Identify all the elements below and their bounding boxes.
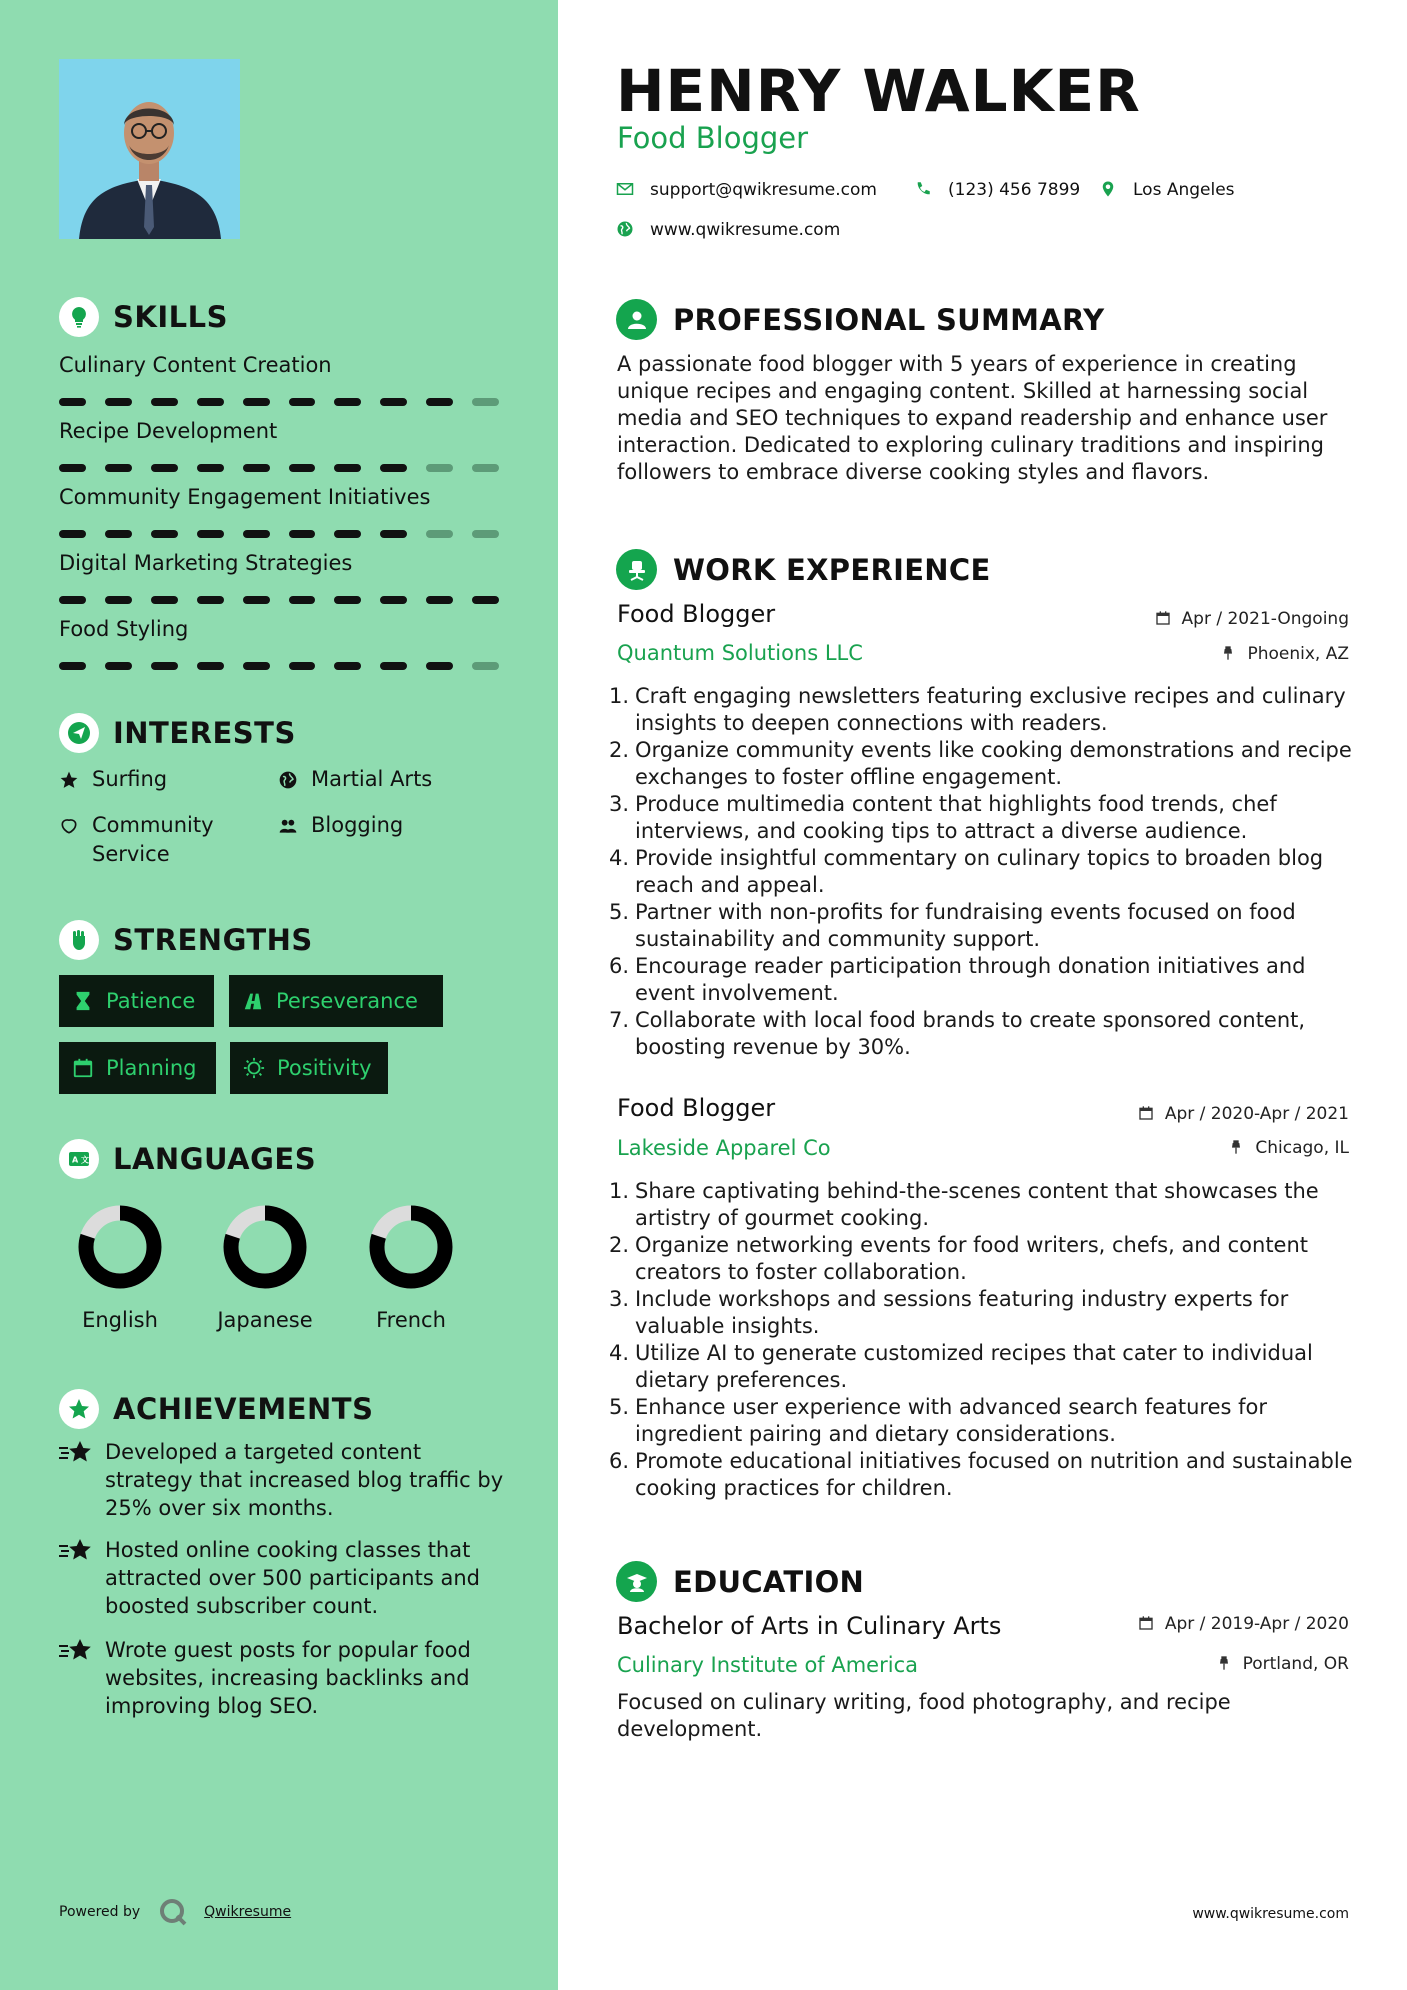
globe-icon <box>278 765 302 794</box>
list-number: 5. <box>609 1395 630 1419</box>
skill-level-dash <box>197 662 224 670</box>
skill-level-dash <box>197 596 224 604</box>
skill-name: Digital Marketing Strategies <box>59 551 353 575</box>
responsibility-text: Utilize AI to generate customized recipes that cater to individual dietary preferences. <box>635 1341 1313 1392</box>
star-icon <box>59 765 83 794</box>
responsibility-text: Encourage reader participation through donation initiatives and event involvement. <box>635 954 1306 1005</box>
skill-level-dash <box>426 464 453 472</box>
list-number: 3. <box>609 1287 630 1311</box>
strength-badge-patience: Patience <box>59 975 214 1027</box>
responsibility-text: Craft engaging newsletters featuring exclusive recipes and culinary insights to deepen connections with readers. <box>635 684 1346 735</box>
achievements-heading: ACHIEVEMENTS <box>59 1389 373 1429</box>
strength-badge-positivity: Positivity <box>230 1042 388 1094</box>
skill-level-dash <box>289 530 316 538</box>
hikers-icon <box>242 990 264 1012</box>
job-dates: Apr / 2021-Ongoing <box>1155 609 1349 629</box>
interest-item-martial-arts: Martial Arts <box>278 765 432 794</box>
list-number: 2. <box>609 738 630 762</box>
calendar-icon <box>1138 1615 1156 1633</box>
skill-level-dash <box>151 662 178 670</box>
skill-level-dash <box>334 662 361 670</box>
skill-level-dash <box>151 398 178 406</box>
education-location: Portland, OR <box>1216 1654 1349 1674</box>
summary-heading: PROFESSIONAL SUMMARY <box>616 299 1104 340</box>
skill-level-meter <box>59 398 499 406</box>
skill-item <box>59 482 499 538</box>
interests-heading: INTERESTS <box>59 713 296 753</box>
svg-text:A 文: A 文 <box>72 1155 89 1165</box>
responsibility-item <box>609 1178 1354 1232</box>
responsibility-text: Include workshops and sessions featuring industry experts for valuable insights. <box>635 1287 1289 1338</box>
skill-level-dash <box>426 596 453 604</box>
skill-level-dash <box>289 398 316 406</box>
speed-star-icon <box>59 1638 92 1664</box>
skill-level-dash <box>426 398 453 406</box>
sidebar <box>0 0 558 1990</box>
job-responsibilities <box>609 683 1354 1061</box>
skill-level-dash <box>426 662 453 670</box>
responsibility-text: Provide insightful commentary on culinary topics to broaden blog reach and appeal. <box>635 846 1324 897</box>
skill-level-dash <box>243 398 270 406</box>
skill-level-dash <box>243 464 270 472</box>
skill-level-dash <box>380 596 407 604</box>
globe-icon <box>616 220 636 240</box>
skill-level-dash <box>197 530 224 538</box>
responsibility-text: Partner with non-profits for fundraising events focused on food sustainability and community support. <box>635 900 1296 951</box>
skill-level-dash <box>243 530 270 538</box>
translate-icon <box>59 1139 99 1179</box>
skill-level-meter <box>59 464 499 472</box>
sun-icon <box>243 1057 265 1079</box>
responsibility-item <box>609 737 1354 791</box>
skill-level-dash <box>59 398 86 406</box>
job-location: Chicago, IL <box>1228 1138 1349 1158</box>
list-number: 1. <box>609 1179 630 1203</box>
job-company: Quantum Solutions LLC <box>617 641 863 665</box>
responsibility-text: Share captivating behind-the-scenes content that showcases the artistry of gourmet cooking. <box>635 1179 1319 1230</box>
skills-heading: SKILLS <box>59 297 228 337</box>
responsibility-text: Organize networking events for food writers, chefs, and content creators to foster collaboration. <box>635 1233 1309 1284</box>
interest-item-community-service: Community Service <box>59 811 259 869</box>
skill-level-dash <box>105 662 132 670</box>
skill-level-dash <box>426 530 453 538</box>
contact-phone[interactable]: (123) 456 7899 <box>914 180 1080 200</box>
language-proficiency-ring <box>75 1202 165 1292</box>
pushpin-icon <box>1216 1655 1234 1673</box>
job-company: Lakeside Apparel Co <box>617 1136 831 1160</box>
skill-level-dash <box>151 530 178 538</box>
responsibility-item <box>609 791 1354 845</box>
candidate-name: HENRY WALKER <box>616 57 1141 125</box>
hand-icon <box>59 811 83 840</box>
skill-level-dash <box>334 398 361 406</box>
interest-item-surfing: Surfing <box>59 765 167 794</box>
contact-email[interactable]: support@qwikresume.com <box>616 180 877 200</box>
list-number: 4. <box>609 846 630 870</box>
language-name: French <box>376 1308 446 1332</box>
education-degree: Bachelor of Arts in Culinary Arts <box>617 1612 1002 1640</box>
language-proficiency-ring <box>220 1202 310 1292</box>
achievement-item <box>59 1636 504 1720</box>
pushpin-icon <box>1220 645 1238 663</box>
summary-text: A passionate food blogger with 5 years of experience in creating unique recipes and engaging content. Skilled at harnessing social media and SEO techniques to expand readership and enhance user interaction. Dedicated to exploring culinary traditions and inspiring followers to embrace diverse cooking styles and flavors. <box>617 352 1328 484</box>
skill-level-dash <box>380 398 407 406</box>
responsibility-item <box>609 683 1354 737</box>
experience-heading: WORK EXPERIENCE <box>616 549 991 590</box>
calendar-icon <box>1138 1105 1156 1123</box>
skill-level-dash <box>289 464 316 472</box>
achievement-text: Hosted online cooking classes that attracted over 500 participants and boosted subscriber count. <box>105 1538 480 1618</box>
skill-name: Food Styling <box>59 617 189 641</box>
skill-level-meter <box>59 530 499 538</box>
strength-badge-perseverance: Perseverance <box>229 975 443 1027</box>
skill-level-dash <box>472 662 499 670</box>
star-badge-icon <box>59 1389 99 1429</box>
skill-level-dash <box>59 464 86 472</box>
skill-name: Culinary Content Creation <box>59 353 332 377</box>
responsibility-item <box>609 1448 1354 1502</box>
responsibility-item <box>609 1286 1354 1340</box>
calendar-icon <box>1155 610 1173 628</box>
skill-level-dash <box>289 596 316 604</box>
responsibility-text: Enhance user experience with advanced search features for ingredient pairing and dietary considerations. <box>635 1395 1267 1446</box>
responsibility-item <box>609 1340 1354 1394</box>
list-number: 4. <box>609 1341 630 1365</box>
skill-level-dash <box>380 530 407 538</box>
languages-heading: A 文 LANGUAGES <box>59 1139 316 1179</box>
skill-item <box>59 350 499 406</box>
achievement-item <box>59 1438 504 1522</box>
list-number: 6. <box>609 954 630 978</box>
contact-website[interactable]: www.qwikresume.com <box>616 220 840 240</box>
list-number: 5. <box>609 900 630 924</box>
skill-level-dash <box>105 596 132 604</box>
responsibility-item <box>609 953 1354 1007</box>
calendar-icon <box>72 1057 94 1079</box>
education-description: Focused on culinary writing, food photography, and recipe development. <box>617 1690 1231 1741</box>
skill-level-dash <box>243 662 270 670</box>
skill-level-dash <box>151 464 178 472</box>
skill-level-dash <box>472 596 499 604</box>
office-chair-icon <box>616 549 657 590</box>
skill-level-dash <box>472 464 499 472</box>
job-location: Phoenix, AZ <box>1220 644 1349 664</box>
language-proficiency-ring <box>366 1202 456 1292</box>
job-title: Food Blogger <box>617 1094 776 1122</box>
language-name: English <box>82 1308 158 1332</box>
strengths-heading: STRENGTHS <box>59 920 313 960</box>
job-dates: Apr / 2020-Apr / 2021 <box>1138 1104 1349 1124</box>
fist-icon <box>59 920 99 960</box>
qwikresume-link[interactable]: Qwikresume <box>204 1904 292 1920</box>
envelope-icon <box>616 180 636 200</box>
list-number: 3. <box>609 792 630 816</box>
skill-level-dash <box>59 662 86 670</box>
skill-level-dash <box>243 596 270 604</box>
responsibility-item <box>609 1394 1354 1448</box>
skill-level-dash <box>334 464 361 472</box>
job-responsibilities <box>609 1178 1354 1502</box>
skill-name: Community Engagement Initiatives <box>59 485 431 509</box>
responsibility-item <box>609 845 1354 899</box>
contact-location: Los Angeles <box>1099 180 1235 200</box>
education-school: Culinary Institute of America <box>617 1653 918 1677</box>
skill-level-dash <box>334 596 361 604</box>
language-item <box>346 1202 476 1332</box>
achievement-item <box>59 1536 504 1620</box>
skill-level-dash <box>151 596 178 604</box>
skill-item <box>59 416 499 472</box>
candidate-role: Food Blogger <box>617 121 809 155</box>
skill-level-dash <box>380 464 407 472</box>
portrait-image <box>59 59 240 239</box>
responsibility-item <box>609 899 1354 953</box>
users-icon <box>278 811 302 840</box>
skill-name: Recipe Development <box>59 419 278 443</box>
responsibility-item <box>609 1007 1354 1061</box>
skill-level-dash <box>472 530 499 538</box>
education-dates: Apr / 2019-Apr / 2020 <box>1138 1614 1349 1634</box>
strength-badge-planning: Planning <box>59 1042 216 1094</box>
achievement-text: Developed a targeted content strategy that increased blog traffic by 25% over six months. <box>105 1440 504 1520</box>
skill-level-meter <box>59 596 499 604</box>
powered-by: Powered by Qwikresume <box>59 1897 291 1927</box>
skill-level-dash <box>289 662 316 670</box>
list-number: 6. <box>609 1449 630 1473</box>
responsibility-text: Collaborate with local food brands to create sponsored content, boosting revenue by 30%. <box>635 1008 1306 1059</box>
speed-star-icon <box>59 1538 92 1564</box>
paper-plane-icon <box>59 713 99 753</box>
skill-level-dash <box>334 530 361 538</box>
skill-level-dash <box>197 398 224 406</box>
map-pin-icon <box>1099 180 1119 200</box>
skill-level-dash <box>105 530 132 538</box>
phone-icon <box>914 180 934 200</box>
user-icon <box>616 299 657 340</box>
language-name: Japanese <box>217 1308 313 1332</box>
interest-item-blogging: Blogging <box>278 811 403 840</box>
skill-item <box>59 548 499 604</box>
hourglass-icon <box>72 990 94 1012</box>
skill-level-dash <box>380 662 407 670</box>
skill-level-meter <box>59 662 499 670</box>
pushpin-icon <box>1228 1139 1246 1157</box>
skill-level-dash <box>472 398 499 406</box>
skill-level-dash <box>197 464 224 472</box>
job-title: Food Blogger <box>617 600 776 628</box>
footer-website[interactable]: www.qwikresume.com <box>1192 1906 1349 1922</box>
achievement-text: Wrote guest posts for popular food websites, increasing backlinks and improving blog SEO. <box>105 1638 471 1718</box>
qwikresume-logo-icon <box>158 1897 188 1927</box>
skill-level-dash <box>105 464 132 472</box>
responsibility-item <box>609 1232 1354 1286</box>
responsibility-text: Promote educational initiatives focused on nutrition and sustainable cooking practices for children. <box>635 1449 1353 1500</box>
graduate-icon <box>616 1561 657 1602</box>
lightbulb-icon <box>59 297 99 337</box>
language-item <box>55 1202 185 1332</box>
profile-photo <box>59 59 240 239</box>
skill-level-dash <box>59 596 86 604</box>
list-number: 1. <box>609 684 630 708</box>
skill-level-dash <box>59 530 86 538</box>
speed-star-icon <box>59 1440 92 1466</box>
list-number: 7. <box>609 1008 630 1032</box>
list-number: 2. <box>609 1233 630 1257</box>
skill-level-dash <box>105 398 132 406</box>
skill-item <box>59 614 499 670</box>
responsibility-text: Produce multimedia content that highlights food trends, chef interviews, and cooking tips to attract a diverse audience. <box>635 792 1277 843</box>
responsibility-text: Organize community events like cooking demonstrations and recipe exchanges to foster offline engagement. <box>635 738 1352 789</box>
language-item <box>200 1202 330 1332</box>
education-heading: EDUCATION <box>616 1561 864 1602</box>
